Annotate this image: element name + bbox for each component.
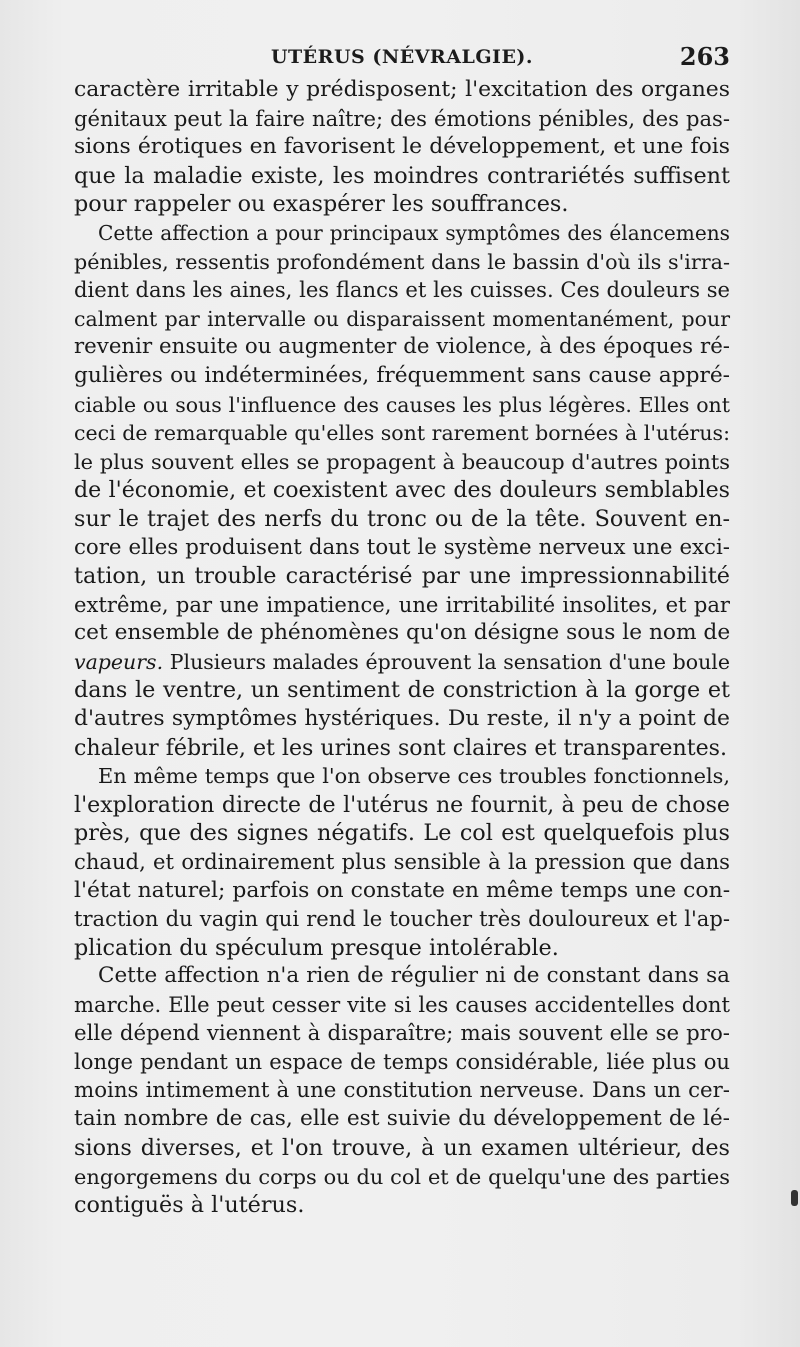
text-line: gulières ou indéterminées, fréquemment sans cause appré- xyxy=(74,362,730,388)
text-line: chaud, et ordinairement plus sensible à la pression que dans xyxy=(74,849,730,875)
text-line: sions érotiques en favorisent le développement, et une fois xyxy=(74,134,730,160)
text-line: moins intimement à une constitution nerveuse. Dans un cer- xyxy=(74,1077,730,1103)
text-line: ciable ou sous l'influence des causes les plus légères. Elles ont xyxy=(74,392,730,417)
text-line: plication du spéculum presque intolérable. xyxy=(74,934,559,961)
text-line: longe pendant un espace de temps considérable, liée plus ou xyxy=(74,1049,730,1075)
text-line: sur le trajet des nerfs du tronc ou de la tête. Souvent en- xyxy=(74,505,730,532)
text-line: ceci de remarquable qu'elles sont rarement bornées à l'utérus: xyxy=(74,421,730,446)
paragraph xyxy=(74,762,730,962)
text-line: caractère irritable y prédisposent; l'excitation des organes xyxy=(74,77,730,102)
text-line: tation, un trouble caractérisé par une impressionnabilité xyxy=(74,563,730,590)
text-line: que la maladie existe, les moindres contrariétés suffisent xyxy=(74,162,730,189)
text-line: revenir ensuite ou augmenter de violence, à des époques ré- xyxy=(74,334,730,360)
text-line: le plus souvent elles se propagent à beaucoup d'autres points xyxy=(74,449,730,474)
text-line: de l'économie, et coexistent avec des douleurs semblables xyxy=(74,477,730,504)
text-line: vapeurs. Plusieurs malades éprouvent la sensation d'une boule xyxy=(74,649,730,674)
text-line: core elles produisent dans tout le système nerveux une exci- xyxy=(74,534,730,560)
text-line: elle dépend viennent à disparaître; mais souvent elle se pro- xyxy=(74,1020,730,1046)
text-line: extrême, par une impatience, une irritabilité insolites, et par xyxy=(74,591,730,617)
text-line: engorgemens du corps ou du col et de quelqu'une des parties xyxy=(74,1164,730,1189)
text-line: dans le ventre, un sentiment de constriction à la gorge et xyxy=(74,677,730,704)
text-line: contiguës à l'utérus. xyxy=(74,1192,305,1219)
text-line: calment par intervalle ou disparaissent momentanément, pour xyxy=(74,306,730,331)
text-line: Cette affection n'a rien de régulier ni de constant dans sa xyxy=(98,963,730,989)
running-head: UTÉRUS (NÉVRALGIE). xyxy=(270,46,534,68)
text-line: En même temps que l'on observe ces troubles fonctionnels, xyxy=(98,764,730,789)
text-line: sions diverses, et l'on trouve, à un examen ultérieur, des xyxy=(74,1134,730,1161)
text-line: cet ensemble de phénomènes qu'on désigne sous le nom de xyxy=(74,620,731,646)
margin-ink-mark xyxy=(791,1190,798,1206)
text-line: tain nombre de cas, elle est suivie du développement de lé- xyxy=(74,1106,730,1132)
text-line: l'exploration directe de l'utérus ne fournit, à peu de chose xyxy=(74,791,730,818)
text-line: pour rappeler ou exaspérer les souffrances. xyxy=(74,191,569,218)
text-line: l'état naturel; parfois on constate en même temps une con- xyxy=(74,877,731,903)
text-line: génitaux peut la faire naître; des émotions pénibles, des pas- xyxy=(74,105,730,131)
text-line: d'autres symptômes hystériques. Du reste, il n'y a point de xyxy=(74,706,730,732)
paragraph xyxy=(74,76,730,219)
text-line: Cette affection a pour principaux symptômes des élancemens xyxy=(98,220,730,245)
text-line: traction du vagin qui rend le toucher très douloureux et l'ap- xyxy=(74,906,730,932)
text-line: près, que des signes négatifs. Le col est quelquefois plus xyxy=(74,820,730,847)
paragraph xyxy=(74,962,730,1219)
text-line: chaleur fébrile, et les urines sont claires et transparentes. xyxy=(74,734,728,761)
paragraph xyxy=(74,219,730,762)
page-header xyxy=(74,42,730,78)
body-text xyxy=(74,76,730,1220)
page-number: 263 xyxy=(679,42,730,71)
text-line: dient dans les aines, les flancs et les cuisses. Ces douleurs se xyxy=(74,277,731,303)
text-line: pénibles, ressentis profondément dans le bassin d'où ils s'irra- xyxy=(74,249,730,274)
text-line: marche. Elle peut cesser vite si les causes accidentelles dont xyxy=(74,992,730,1017)
